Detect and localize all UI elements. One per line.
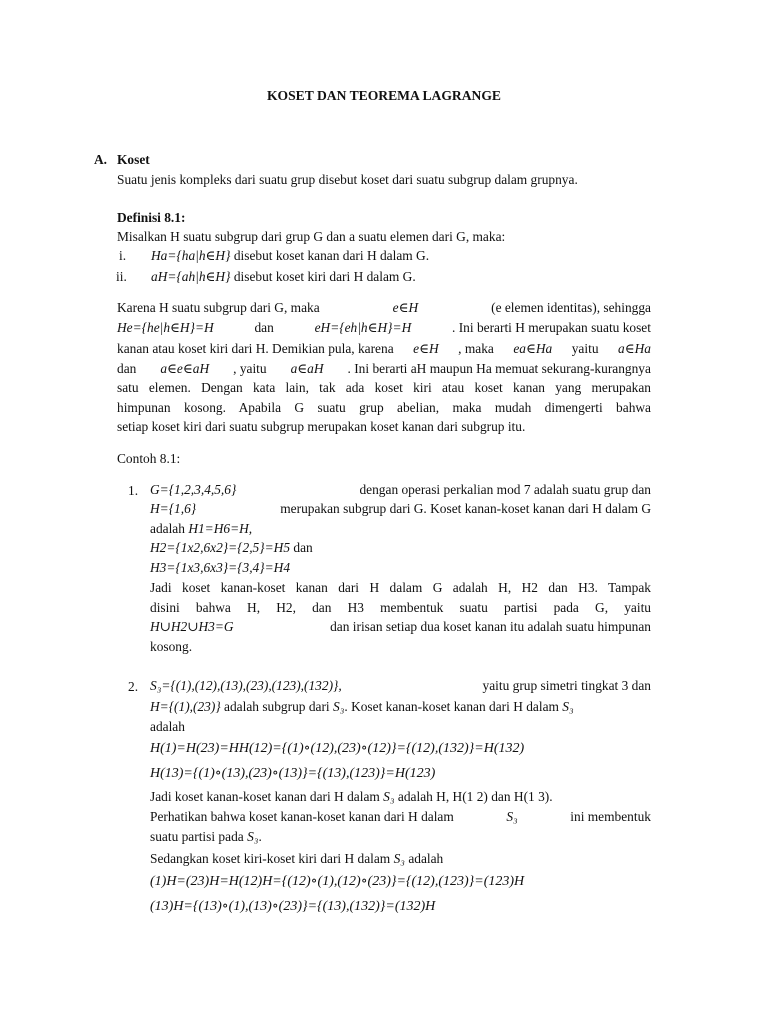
text: Sedangkan koset kiri-koset kiri dari H dalam [150, 851, 391, 866]
definition-item-text: disebut koset kiri dari H dalam G. [233, 269, 416, 284]
text: Perhatikan bahwa koset kanan-koset kanan dari H dalam [150, 809, 454, 824]
list-item-line [150, 764, 435, 783]
list-item-line: adalah [150, 719, 185, 734]
text: adalah H, H(1 2) dan H(1 3). [397, 789, 553, 804]
definition-label: Definisi 8.1: [117, 210, 186, 225]
math-expression: e∈H [413, 341, 439, 356]
list-item-line [150, 538, 313, 557]
math-expression: H2={1x2,6x2}={2,5}=H5 [150, 540, 291, 555]
paragraph-line: himpunan kosong. Apabila G suatu grup abelian, maka mudah dimengerti bahwa [117, 400, 651, 415]
list-item-line [150, 849, 443, 868]
paragraph-line: setiap koset kiri dari suatu subgrup merupakan koset kanan dari subgrup itu. [117, 419, 526, 434]
paragraph-line: satu elemen. Dengan kata lain, tak ada koset kiri atau koset kanan yang merupakan [117, 380, 651, 395]
math-expression: ea∈Ha [513, 341, 553, 356]
paragraph-line [117, 318, 651, 337]
math-expression: aH={ah|h∈H} [151, 269, 231, 284]
list-item-line [150, 480, 651, 499]
text: Jadi koset kanan-koset kanan dari H dalam [150, 789, 380, 804]
section-marker: A. [94, 152, 108, 167]
list-item-line [150, 827, 262, 846]
list-item-line [150, 499, 651, 518]
math-expression: a∈Ha [618, 341, 651, 356]
math-expression: H3={1x3,6x3}={3,4}=H4 [150, 560, 291, 575]
math-expression: e∈H [392, 300, 419, 315]
text: adalah subgrup dari [224, 699, 330, 714]
text: suatu partisi pada [150, 829, 244, 844]
list-item-line [150, 739, 524, 758]
math-expression: H∪H2∪H3=G [150, 619, 234, 634]
text: dan [254, 320, 274, 335]
list-item-line [150, 676, 651, 695]
text: yaitu [571, 341, 599, 356]
math-symbol: S₃ [247, 829, 259, 844]
section-intro: Suatu jenis kompleks dari suatu grup disebut koset dari suatu subgrup dalam grupnya. [117, 172, 578, 187]
list-item-line [150, 807, 651, 826]
list-item-line: Jadi koset kanan-koset kanan dari H dalam G adalah H, H2 dan H3. Tampak [150, 580, 651, 595]
list-item-line [150, 617, 651, 636]
math-expression: a∈e∈aH [160, 361, 210, 376]
list-number: 2. [128, 679, 139, 694]
paragraph-line [117, 298, 651, 317]
text: adalah [408, 851, 444, 866]
text: adalah [150, 521, 185, 536]
text: ini membentuk [570, 809, 651, 824]
text: Karena H suatu subgrup dari G, maka [117, 300, 320, 315]
text: . [258, 829, 262, 844]
math-expression: H1=H6=H, [188, 521, 253, 536]
math-expression: eH={eh|h∈H}=H [314, 320, 412, 335]
definition-item [151, 267, 416, 286]
math-expression: H={(1),(23)} [150, 699, 221, 714]
text: . Koset kanan-koset kanan dari H dalam [344, 699, 559, 714]
text: kanan atau koset kiri dari H. Demikian pula, karena [117, 341, 394, 356]
math-expression: (13)H={(13)∘(1),(13)∘(23)}={(13),(132)}=(132)H [150, 899, 436, 914]
list-item-line [150, 787, 553, 806]
math-symbol: S₃ [562, 699, 574, 714]
list-item-line: kosong. [150, 639, 193, 654]
text: merupakan subgrup dari G. Koset kanan-koset kanan dari H dalam G [280, 501, 651, 516]
definition-item-text: disebut koset kanan dari H dalam G. [233, 248, 430, 263]
math-expression: (1)H=(23)H=H(12)H={(12)∘(1),(12)∘(23)}={(12),(123)}=(123)H [150, 874, 525, 889]
list-item-line [150, 519, 252, 538]
list-item-line [150, 872, 524, 891]
text: dan irisan setiap dua koset kanan itu adalah suatu himpunan [330, 619, 651, 634]
text: (e elemen identitas), sehingga [491, 300, 651, 315]
text: dengan operasi perkalian mod 7 adalah suatu grup dan [359, 482, 651, 497]
example-label: Contoh 8.1: [117, 451, 181, 466]
math-expression: H={1,6} [150, 501, 197, 516]
math-symbol: S₃ [506, 809, 518, 824]
math-expression: H(1)=H(23)=HH(12)={(1)∘(12),(23)∘(12)}={(12),(132)}=H(132) [150, 741, 525, 756]
page-title: KOSET DAN TEOREMA LAGRANGE [266, 88, 502, 103]
math-symbol: S₃ [383, 789, 395, 804]
list-item-line [150, 558, 290, 577]
text: . Ini berarti aH maupun Ha memuat sekurang-kurangnya [347, 361, 651, 376]
math-expression: Ha={ha|h∈H} [151, 248, 231, 263]
text: dan [293, 540, 313, 555]
list-number: 1. [128, 483, 139, 498]
math-expression: S₃={(1),(12),(13),(23),(123),(132)}, [150, 678, 342, 693]
math-symbol: S₃ [393, 851, 405, 866]
text: dan [117, 361, 137, 376]
list-item-line: disini bahwa H, H2, dan H3 membentuk suatu partisi pada G, yaitu [150, 600, 651, 615]
definition-line: Misalkan H suatu subgrup dari grup G dan a suatu elemen dari G, maka: [117, 229, 506, 244]
list-item-line [150, 897, 435, 916]
text: yaitu grup simetri tingkat 3 dan [482, 678, 651, 693]
paragraph-line [117, 359, 651, 378]
list-item-line [150, 697, 574, 716]
text: , yaitu [233, 361, 267, 376]
section-heading: Koset [117, 152, 150, 167]
math-expression: G={1,2,3,4,5,6} [150, 482, 237, 497]
definition-item-number: i. [119, 248, 127, 263]
math-expression: He={he|h∈H}=H [117, 320, 214, 335]
paragraph-line [117, 339, 651, 358]
math-expression: a∈aH [290, 361, 324, 376]
definition-item [151, 246, 429, 265]
math-expression: H(13)={(1)∘(13),(23)∘(13)}={(13),(123)}=H(123) [150, 766, 436, 781]
text: , maka [458, 341, 494, 356]
definition-item-number: ii. [116, 269, 127, 284]
text: . Ini berarti H merupakan suatu koset [452, 320, 651, 335]
math-symbol: S₃ [333, 699, 345, 714]
